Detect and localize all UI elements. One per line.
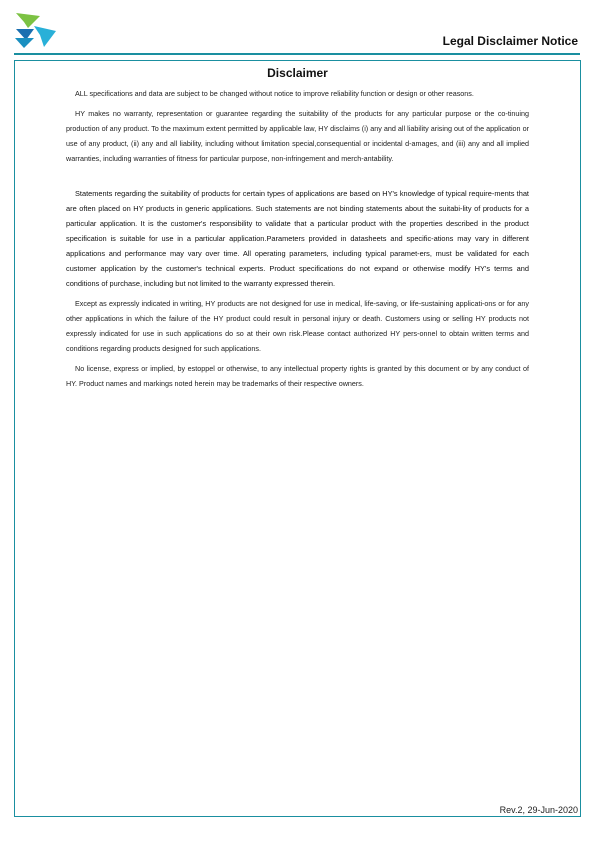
disclaimer-heading: Disclaimer — [267, 66, 328, 80]
header-divider — [14, 53, 580, 55]
document-title: Legal Disclaimer Notice — [442, 34, 578, 48]
revision-date: Rev.2, 29-Jun-2020 — [499, 805, 578, 815]
paragraph-life-saving: Except as expressly indicated in writing, HY products are not designed for use in medical, life-saving, or life-sustaining applicati-ons or for any other applications in which the failure of the HY product could result in personal injury or death. Customers using or selling HY products not expressly indicated for use in such applications do so at their own risk.Please contact authorized HY pers-onnel to obtain written terms and conditions regarding products designed for such applications. — [66, 299, 529, 353]
hy-chevron-logo-icon — [14, 13, 56, 49]
paragraph-license: No license, express or implied, by estoppel or otherwise, to any intellectual property rights is granted by this document or by any conduct of HY. Product names and markings noted herein may be trademarks of their respective owners. — [66, 364, 529, 388]
content-frame — [14, 60, 581, 817]
paragraph-warranty: HY makes no warranty, representation or guarantee regarding the suitability of the products for any particular purpose or the co-tinuing production of any product. To the maximum extent permitted by applicable law, HY disclaims (i) any and all liability arising out of the application or use of any product, (ii) any and all liability, including without limitation special,consequential or incidental d-amages, and (iii) any and all implied warranties, including warranties of fitness for particular purpose, non-infringement and merch-antability. — [66, 109, 529, 163]
paragraph-specifications: ALL specifications and data are subject to be changed without notice to improve reliability function or design or other reasons. — [75, 89, 474, 98]
paragraph-suitability: Statements regarding the suitability of products for certain types of applications are based on HY's knowledge of typical require-ments that are often placed on HY products in generic applications. Such statements are not binding statements about the suitabi-lity of products for a particular application. It is the customer's responsibility to validate that a particular product with the properties described in the product specification is suitable for use in a particular application.Parameters provided in datasheets and specific-ations may vary in different applications and performance may vary over time. All operating parameters, including typical paramet-ers, must be validated for each customer application by the customer's technical experts. Product specifications do not expand or otherwise modify HY's terms and conditions of purchase, including but not limited to the warranty expressed therein. — [66, 189, 529, 288]
